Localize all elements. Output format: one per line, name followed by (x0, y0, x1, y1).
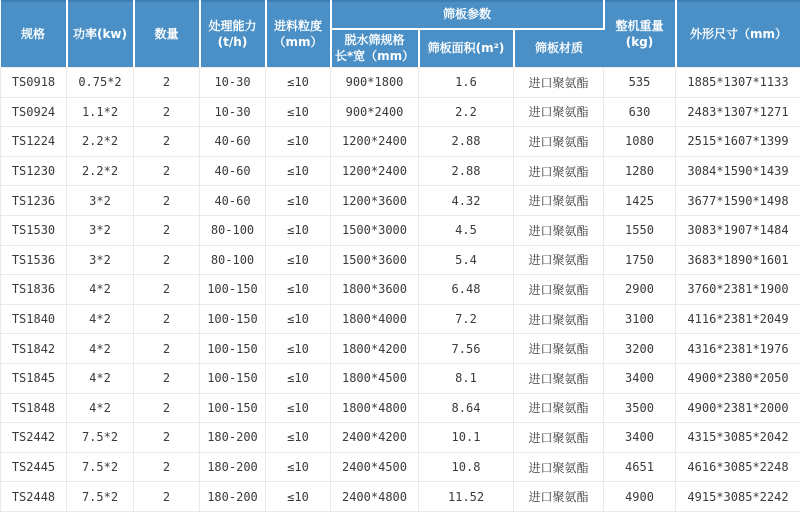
cell-qty: 2 (134, 482, 200, 512)
cell-feed-size: ≤10 (266, 156, 331, 186)
table-row (1, 452, 800, 482)
table-row (1, 245, 800, 275)
cell-spec: TS1845 (1, 363, 67, 393)
cell-screen-area: 8.1 (419, 363, 514, 393)
cell-screen-size: 2400*4800 (331, 482, 419, 512)
cell-qty: 2 (134, 275, 200, 305)
cell-screen-size: 1500*3600 (331, 245, 419, 275)
cell-power: 3*2 (67, 215, 134, 245)
cell-spec: TS2442 (1, 423, 67, 453)
table-row (1, 482, 800, 512)
cell-feed-size: ≤10 (266, 127, 331, 157)
table-row (1, 68, 800, 98)
cell-screen-size: 900*2400 (331, 97, 419, 127)
cell-feed-size: ≤10 (266, 68, 331, 98)
table-row (1, 127, 800, 157)
cell-weight: 535 (604, 68, 676, 98)
cell-feed-size: ≤10 (266, 97, 331, 127)
cell-spec: TS2448 (1, 482, 67, 512)
cell-capacity: 40-60 (200, 156, 266, 186)
cell-spec: TS1230 (1, 156, 67, 186)
cell-screen-size: 1800*4200 (331, 334, 419, 364)
table-body (1, 68, 800, 512)
col-header-spec: 规格 (1, 1, 67, 68)
cell-weight: 1750 (604, 245, 676, 275)
cell-power: 4*2 (67, 304, 134, 334)
cell-screen-material: 进口聚氨酯 (514, 423, 604, 453)
cell-weight: 1550 (604, 215, 676, 245)
cell-screen-size: 1800*4500 (331, 363, 419, 393)
cell-capacity: 10-30 (200, 97, 266, 127)
col-header-screen-size: 脱水筛规格 长*宽（mm） (331, 29, 419, 68)
cell-power: 4*2 (67, 275, 134, 305)
cell-qty: 2 (134, 245, 200, 275)
cell-screen-size: 1200*2400 (331, 156, 419, 186)
cell-power: 4*2 (67, 334, 134, 364)
cell-weight: 3500 (604, 393, 676, 423)
col-header-screen-material: 筛板材质 (514, 29, 604, 68)
cell-screen-material: 进口聚氨酯 (514, 245, 604, 275)
cell-feed-size: ≤10 (266, 363, 331, 393)
cell-capacity: 100-150 (200, 275, 266, 305)
cell-dimensions: 4915*3085*2242 (676, 482, 800, 512)
cell-spec: TS1848 (1, 393, 67, 423)
cell-feed-size: ≤10 (266, 245, 331, 275)
table-row (1, 97, 800, 127)
cell-screen-area: 7.56 (419, 334, 514, 364)
col-header-capacity: 处理能力 (t/h) (200, 1, 266, 68)
cell-capacity: 10-30 (200, 68, 266, 98)
cell-dimensions: 3677*1590*1498 (676, 186, 800, 216)
cell-weight: 1280 (604, 156, 676, 186)
col-header-screen-area: 筛板面积(m²) (419, 29, 514, 68)
col-header-weight: 整机重量 (kg) (604, 1, 676, 68)
cell-feed-size: ≤10 (266, 334, 331, 364)
cell-power: 4*2 (67, 363, 134, 393)
cell-screen-area: 2.88 (419, 127, 514, 157)
cell-capacity: 40-60 (200, 186, 266, 216)
cell-screen-area: 10.1 (419, 423, 514, 453)
cell-weight: 2900 (604, 275, 676, 305)
table-row (1, 423, 800, 453)
cell-power: 7.5*2 (67, 482, 134, 512)
cell-weight: 3400 (604, 423, 676, 453)
cell-weight: 630 (604, 97, 676, 127)
cell-screen-area: 8.64 (419, 393, 514, 423)
cell-capacity: 180-200 (200, 452, 266, 482)
cell-screen-material: 进口聚氨酯 (514, 68, 604, 98)
cell-feed-size: ≤10 (266, 423, 331, 453)
table-header (1, 1, 800, 68)
cell-screen-area: 2.88 (419, 156, 514, 186)
cell-spec: TS1842 (1, 334, 67, 364)
cell-dimensions: 3760*2381*1900 (676, 275, 800, 305)
cell-screen-size: 2400*4200 (331, 423, 419, 453)
cell-screen-size: 1200*3600 (331, 186, 419, 216)
cell-dimensions: 4315*3085*2042 (676, 423, 800, 453)
cell-spec: TS1236 (1, 186, 67, 216)
cell-screen-size: 1800*3600 (331, 275, 419, 305)
cell-qty: 2 (134, 304, 200, 334)
cell-dimensions: 4316*2381*1976 (676, 334, 800, 364)
table-row (1, 215, 800, 245)
cell-capacity: 80-100 (200, 245, 266, 275)
cell-screen-area: 7.2 (419, 304, 514, 334)
cell-screen-material: 进口聚氨酯 (514, 275, 604, 305)
cell-screen-material: 进口聚氨酯 (514, 334, 604, 364)
cell-weight: 1080 (604, 127, 676, 157)
cell-capacity: 100-150 (200, 334, 266, 364)
cell-screen-area: 1.6 (419, 68, 514, 98)
cell-spec: TS1224 (1, 127, 67, 157)
cell-dimensions: 2515*1607*1399 (676, 127, 800, 157)
cell-screen-area: 4.32 (419, 186, 514, 216)
cell-capacity: 100-150 (200, 304, 266, 334)
cell-power: 2.2*2 (67, 127, 134, 157)
cell-screen-material: 进口聚氨酯 (514, 452, 604, 482)
table-row (1, 363, 800, 393)
cell-dimensions: 3084*1590*1439 (676, 156, 800, 186)
table-row (1, 304, 800, 334)
cell-spec: TS2445 (1, 452, 67, 482)
cell-screen-material: 进口聚氨酯 (514, 304, 604, 334)
cell-spec: TS1530 (1, 215, 67, 245)
cell-feed-size: ≤10 (266, 186, 331, 216)
cell-dimensions: 4900*2381*2000 (676, 393, 800, 423)
cell-feed-size: ≤10 (266, 393, 331, 423)
cell-capacity: 100-150 (200, 363, 266, 393)
cell-qty: 2 (134, 97, 200, 127)
cell-screen-size: 2400*4500 (331, 452, 419, 482)
cell-feed-size: ≤10 (266, 304, 331, 334)
cell-screen-area: 2.2 (419, 97, 514, 127)
cell-power: 3*2 (67, 186, 134, 216)
cell-capacity: 40-60 (200, 127, 266, 157)
cell-power: 4*2 (67, 393, 134, 423)
cell-screen-area: 4.5 (419, 215, 514, 245)
col-header-dimensions: 外形尺寸（mm） (676, 1, 800, 68)
cell-screen-size: 900*1800 (331, 68, 419, 98)
table-row (1, 334, 800, 364)
col-header-feed-size: 进料粒度 （mm） (266, 1, 331, 68)
cell-screen-size: 1500*3000 (331, 215, 419, 245)
cell-screen-material: 进口聚氨酯 (514, 156, 604, 186)
cell-screen-material: 进口聚氨酯 (514, 186, 604, 216)
cell-dimensions: 1885*1307*1133 (676, 68, 800, 98)
col-header-screen-params-group: 筛板参数 (331, 1, 604, 29)
cell-qty: 2 (134, 215, 200, 245)
table-row (1, 186, 800, 216)
cell-dimensions: 4116*2381*2049 (676, 304, 800, 334)
cell-power: 2.2*2 (67, 156, 134, 186)
cell-spec: TS1536 (1, 245, 67, 275)
cell-screen-material: 进口聚氨酯 (514, 393, 604, 423)
cell-feed-size: ≤10 (266, 482, 331, 512)
cell-power: 7.5*2 (67, 423, 134, 453)
cell-screen-material: 进口聚氨酯 (514, 215, 604, 245)
cell-capacity: 180-200 (200, 423, 266, 453)
cell-screen-material: 进口聚氨酯 (514, 482, 604, 512)
cell-feed-size: ≤10 (266, 215, 331, 245)
cell-spec: TS1840 (1, 304, 67, 334)
cell-qty: 2 (134, 363, 200, 393)
cell-dimensions: 4616*3085*2248 (676, 452, 800, 482)
cell-qty: 2 (134, 393, 200, 423)
cell-capacity: 180-200 (200, 482, 266, 512)
col-header-power: 功率(kw) (67, 1, 134, 68)
cell-qty: 2 (134, 68, 200, 98)
cell-feed-size: ≤10 (266, 275, 331, 305)
cell-screen-size: 1800*4000 (331, 304, 419, 334)
cell-dimensions: 4900*2380*2050 (676, 363, 800, 393)
cell-screen-size: 1200*2400 (331, 127, 419, 157)
cell-screen-material: 进口聚氨酯 (514, 97, 604, 127)
cell-screen-material: 进口聚氨酯 (514, 363, 604, 393)
cell-qty: 2 (134, 452, 200, 482)
cell-capacity: 80-100 (200, 215, 266, 245)
cell-power: 1.1*2 (67, 97, 134, 127)
table-row (1, 275, 800, 305)
table-row (1, 156, 800, 186)
cell-weight: 3400 (604, 363, 676, 393)
table-row (1, 393, 800, 423)
cell-screen-area: 5.4 (419, 245, 514, 275)
cell-dimensions: 3083*1907*1484 (676, 215, 800, 245)
cell-weight: 3200 (604, 334, 676, 364)
cell-qty: 2 (134, 156, 200, 186)
cell-weight: 4651 (604, 452, 676, 482)
cell-screen-size: 1800*4800 (331, 393, 419, 423)
cell-spec: TS0924 (1, 97, 67, 127)
cell-qty: 2 (134, 334, 200, 364)
cell-feed-size: ≤10 (266, 452, 331, 482)
cell-qty: 2 (134, 127, 200, 157)
cell-power: 7.5*2 (67, 452, 134, 482)
col-header-qty: 数量 (134, 1, 200, 68)
cell-screen-area: 10.8 (419, 452, 514, 482)
cell-qty: 2 (134, 186, 200, 216)
cell-weight: 1425 (604, 186, 676, 216)
cell-screen-material: 进口聚氨酯 (514, 127, 604, 157)
cell-weight: 3100 (604, 304, 676, 334)
cell-spec: TS1836 (1, 275, 67, 305)
cell-screen-area: 11.52 (419, 482, 514, 512)
cell-power: 3*2 (67, 245, 134, 275)
cell-dimensions: 3683*1890*1601 (676, 245, 800, 275)
cell-weight: 4900 (604, 482, 676, 512)
cell-spec: TS0918 (1, 68, 67, 98)
cell-screen-area: 6.48 (419, 275, 514, 305)
cell-capacity: 100-150 (200, 393, 266, 423)
cell-dimensions: 2483*1307*1271 (676, 97, 800, 127)
cell-qty: 2 (134, 423, 200, 453)
cell-power: 0.75*2 (67, 68, 134, 98)
